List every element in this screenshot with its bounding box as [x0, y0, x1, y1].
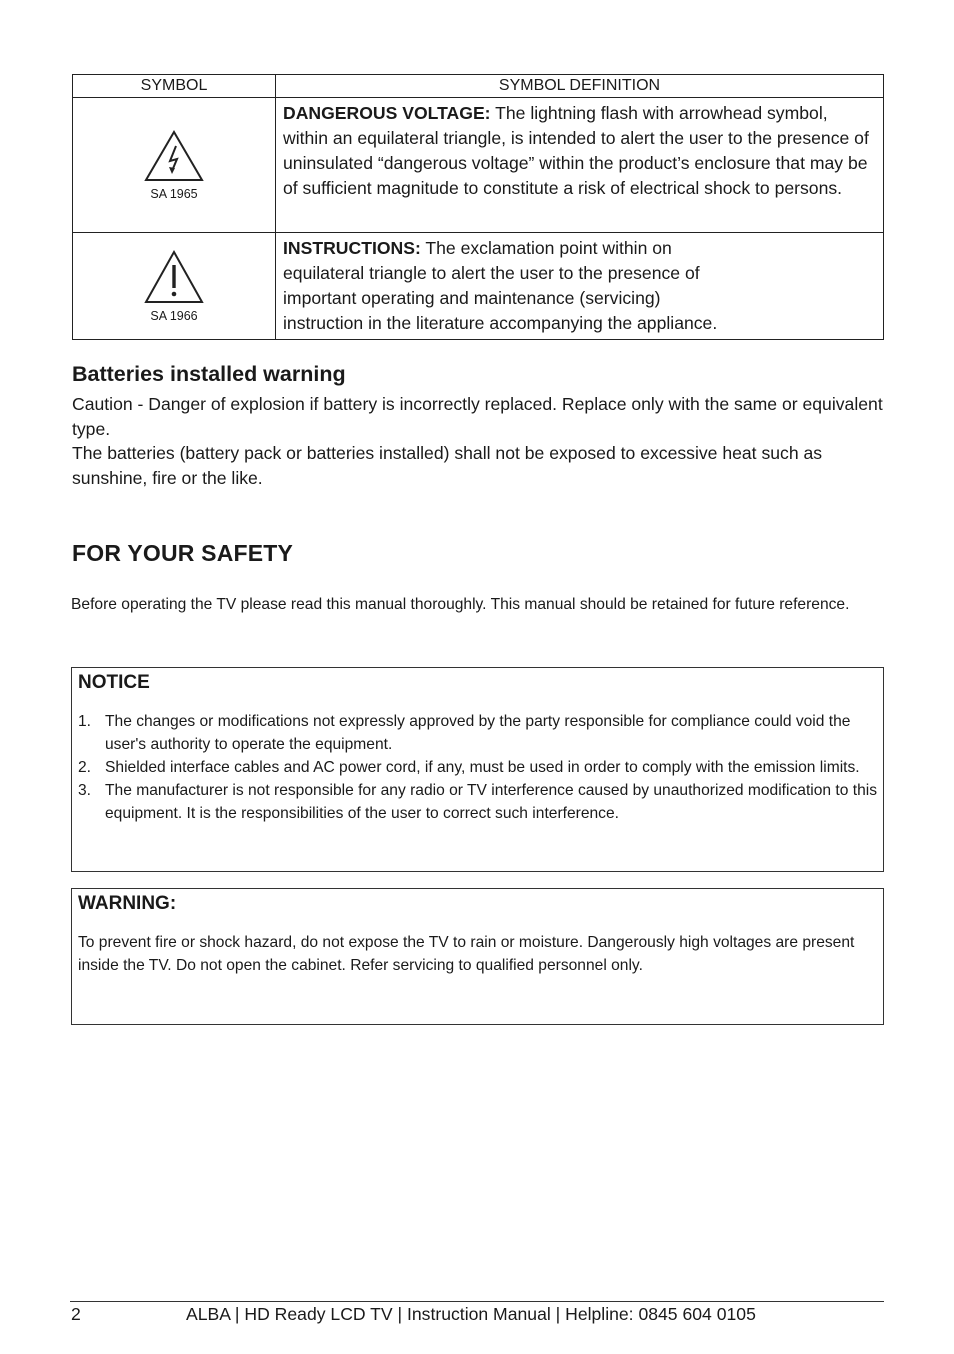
- item-number: 2.: [78, 759, 92, 776]
- exclamation-triangle-icon: [143, 249, 205, 305]
- definition-term: INSTRUCTIONS:: [283, 238, 421, 258]
- notice-box: [71, 667, 884, 872]
- list-item: [78, 779, 878, 825]
- table-row: [73, 98, 884, 233]
- header-symbol: SYMBOL: [73, 75, 276, 98]
- batteries-heat-text: The batteries (battery pack or batteries installed) shall not be exposed to excessive heat such as sunshine, fire or the like.: [72, 443, 823, 488]
- item-text: The changes or modifications not expressly approved by the party responsible for compliance could void the user's authority to operate the equipment.: [105, 713, 851, 753]
- header-definition: SYMBOL DEFINITION: [276, 75, 884, 98]
- definition-line: equilateral triangle to alert the user to the presence of: [283, 263, 700, 283]
- definition-text: The lightning flash with arrowhead symbol, within an equilateral triangle, is intended to alert the user to the presence of uninsulated “dangerous voltage” within the product’s enclosure that may be of sufficient magnitude to constitute a risk of electrical shock to persons.: [283, 103, 869, 198]
- symbol-cell: [73, 98, 276, 233]
- warning-title: WARNING:: [78, 893, 177, 914]
- item-text: The manufacturer is not responsible for any radio or TV interference caused by unauthorized modification to this equipment. It is the responsibilities of the user to correct such interference.: [105, 782, 878, 822]
- footer-divider: [70, 1301, 884, 1302]
- definition-cell: [276, 98, 884, 233]
- footer-text: ALBA | HD Ready LCD TV | Instruction Manual | Helpline: 0845 604 0105: [186, 1304, 756, 1324]
- table-header-row: [73, 75, 884, 98]
- item-number: 3.: [78, 782, 92, 799]
- symbol-table: [72, 74, 884, 340]
- batteries-heading: Batteries installed warning: [72, 362, 346, 386]
- notice-title: NOTICE: [78, 672, 150, 693]
- definition-line: instruction in the literature accompanying the appliance.: [283, 313, 718, 333]
- page-number: 2: [71, 1304, 81, 1324]
- definition-term: DANGEROUS VOLTAGE:: [283, 103, 491, 123]
- list-item: [78, 756, 878, 779]
- notice-list: [78, 710, 878, 825]
- item-number: 1.: [78, 713, 92, 730]
- warning-box: [71, 888, 884, 1025]
- symbol-cell: [73, 233, 276, 340]
- list-item: [78, 710, 878, 756]
- batteries-caution-text: Caution - Danger of explosion if battery is incorrectly replaced. Replace only with the same or equivalent type.: [72, 394, 883, 439]
- safety-heading: FOR YOUR SAFETY: [72, 540, 294, 566]
- item-text: Shielded interface cables and AC power cord, if any, must be used in order to comply with the emission limits.: [105, 759, 860, 776]
- definition-cell: [276, 233, 884, 340]
- warning-text: To prevent fire or shock hazard, do not expose the TV to rain or moisture. Dangerously high voltages are present inside the TV. Do not open the cabinet. Refer servicing to qualified personnel only.: [78, 934, 855, 974]
- definition-line: The exclamation point within on: [420, 238, 672, 258]
- definition-line: important operating and maintenance (servicing): [283, 288, 661, 308]
- symbol-code: SA 1966: [150, 309, 198, 323]
- safety-intro-text: Before operating the TV please read this manual thoroughly. This manual should be retained for future reference.: [71, 596, 850, 613]
- symbol-code: SA 1965: [150, 187, 198, 201]
- table-row: [73, 233, 884, 340]
- lightning-triangle-icon: [143, 129, 205, 183]
